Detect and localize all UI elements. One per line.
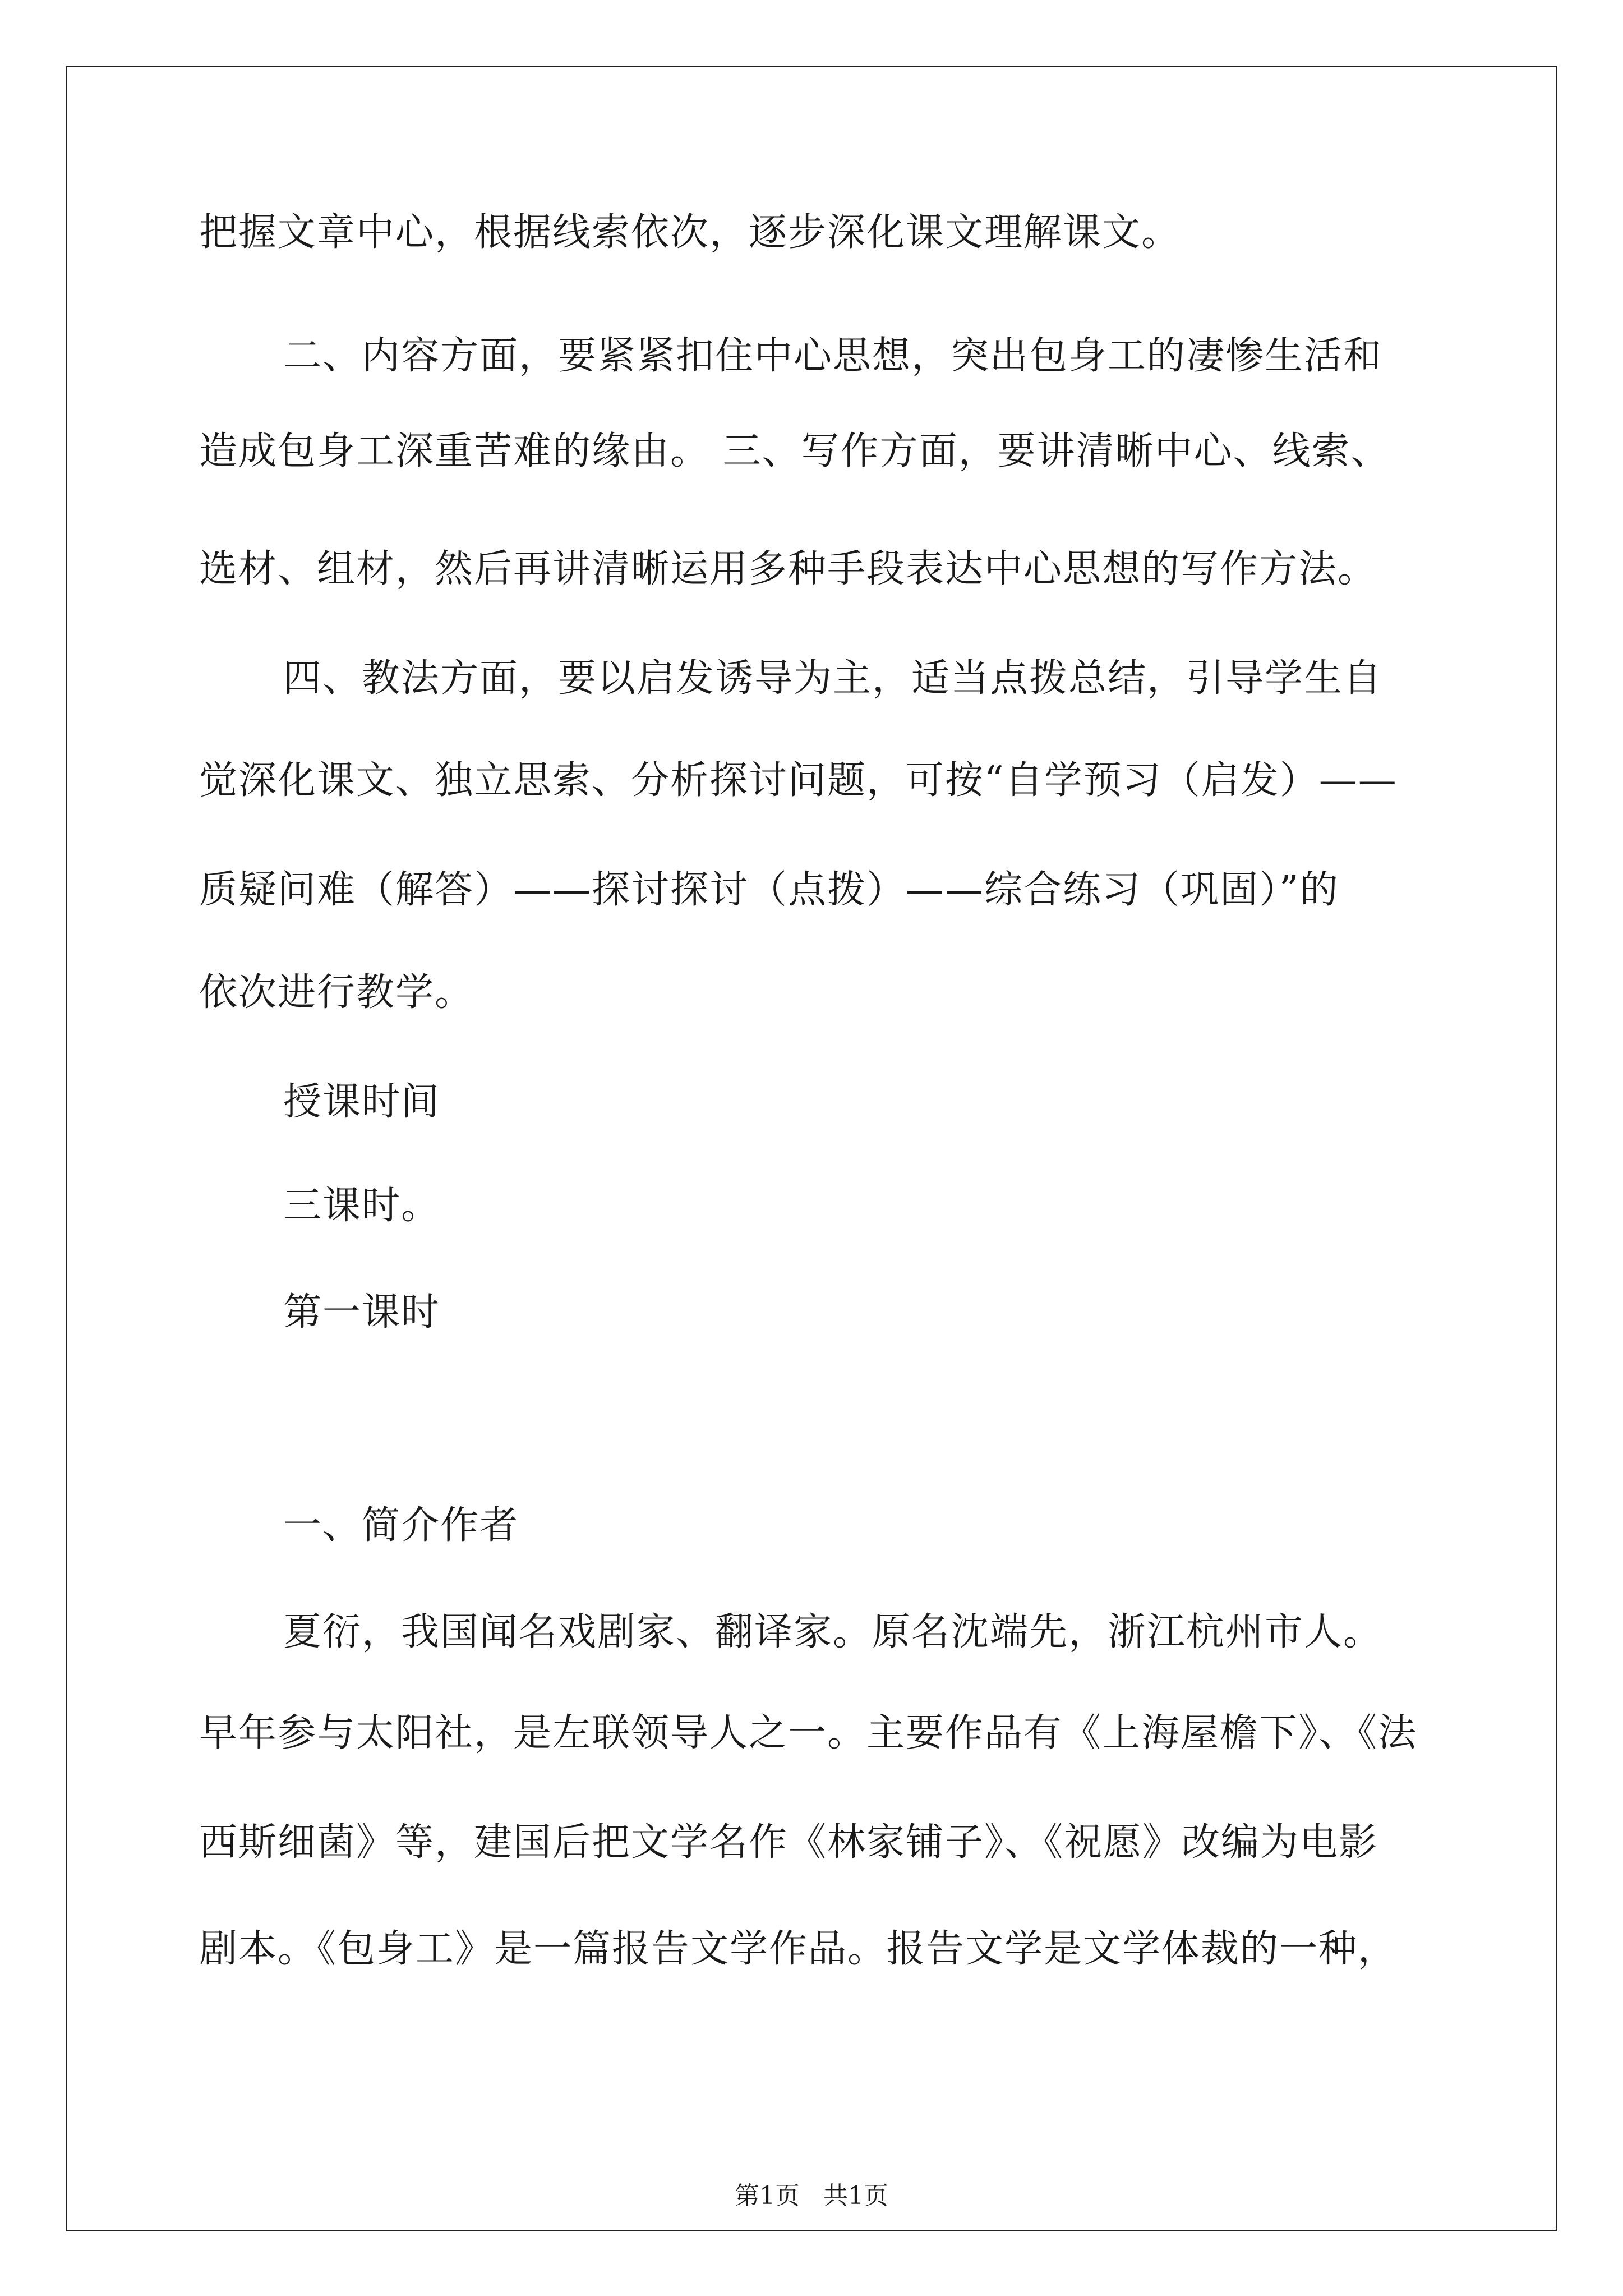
- text-line-13: 夏衍，我国闻名戏剧家、翻译家。原名沈端先，浙江杭州市人。: [283, 1610, 1383, 1654]
- text-line-5: 四、教法方面，要以启发诱导为主，适当点拨总结，引导学生自: [283, 656, 1383, 701]
- text-line-6: 觉深化课文、独立思索、分析探讨问题，可按“自学预习（启发）——: [199, 758, 1398, 803]
- section-heading-class-time: 授课时间: [283, 1080, 441, 1124]
- text-line-8: 依次进行教学。: [199, 970, 474, 1015]
- page-footer: 第1页 共1页: [735, 2182, 888, 2210]
- section-heading-first-lesson: 第一课时: [283, 1290, 441, 1335]
- text-line-3: 造成包身工深重苦难的缘由。 三、写作方面，要讲清晰中心、线索、: [199, 429, 1390, 473]
- text-line-10: 三课时。: [283, 1184, 441, 1228]
- text-line-14: 早年参与太阳社，是左联领导人之一。主要作品有《上海屋檐下》、《法: [199, 1711, 1418, 1755]
- text-line-2: 二、内容方面，要紧紧扣住中心思想，突出包身工的凄惨生活和: [283, 334, 1383, 378]
- text-line-15: 西斯细菌》等，建国后把文学名作《林家铺子》、《祝愿》改编为电影: [199, 1820, 1378, 1865]
- text-line-16: 剧本。《包身工》是一篇报告文学作品。报告文学是文学体裁的一种，: [199, 1927, 1398, 1971]
- section-heading-author-intro: 一、简介作者: [283, 1503, 519, 1548]
- text-line-4: 选材、组材，然后再讲清晰运用多种手段表达中心思想的写作方法。: [199, 547, 1377, 591]
- text-line-1: 把握文章中心，根据线索依次，逐步深化课文理解课文。: [199, 210, 1181, 255]
- text-line-7: 质疑问难（解答）——探讨探讨（点拨）——综合练习（巩固）”的: [199, 868, 1339, 912]
- page-frame: [66, 66, 1557, 2231]
